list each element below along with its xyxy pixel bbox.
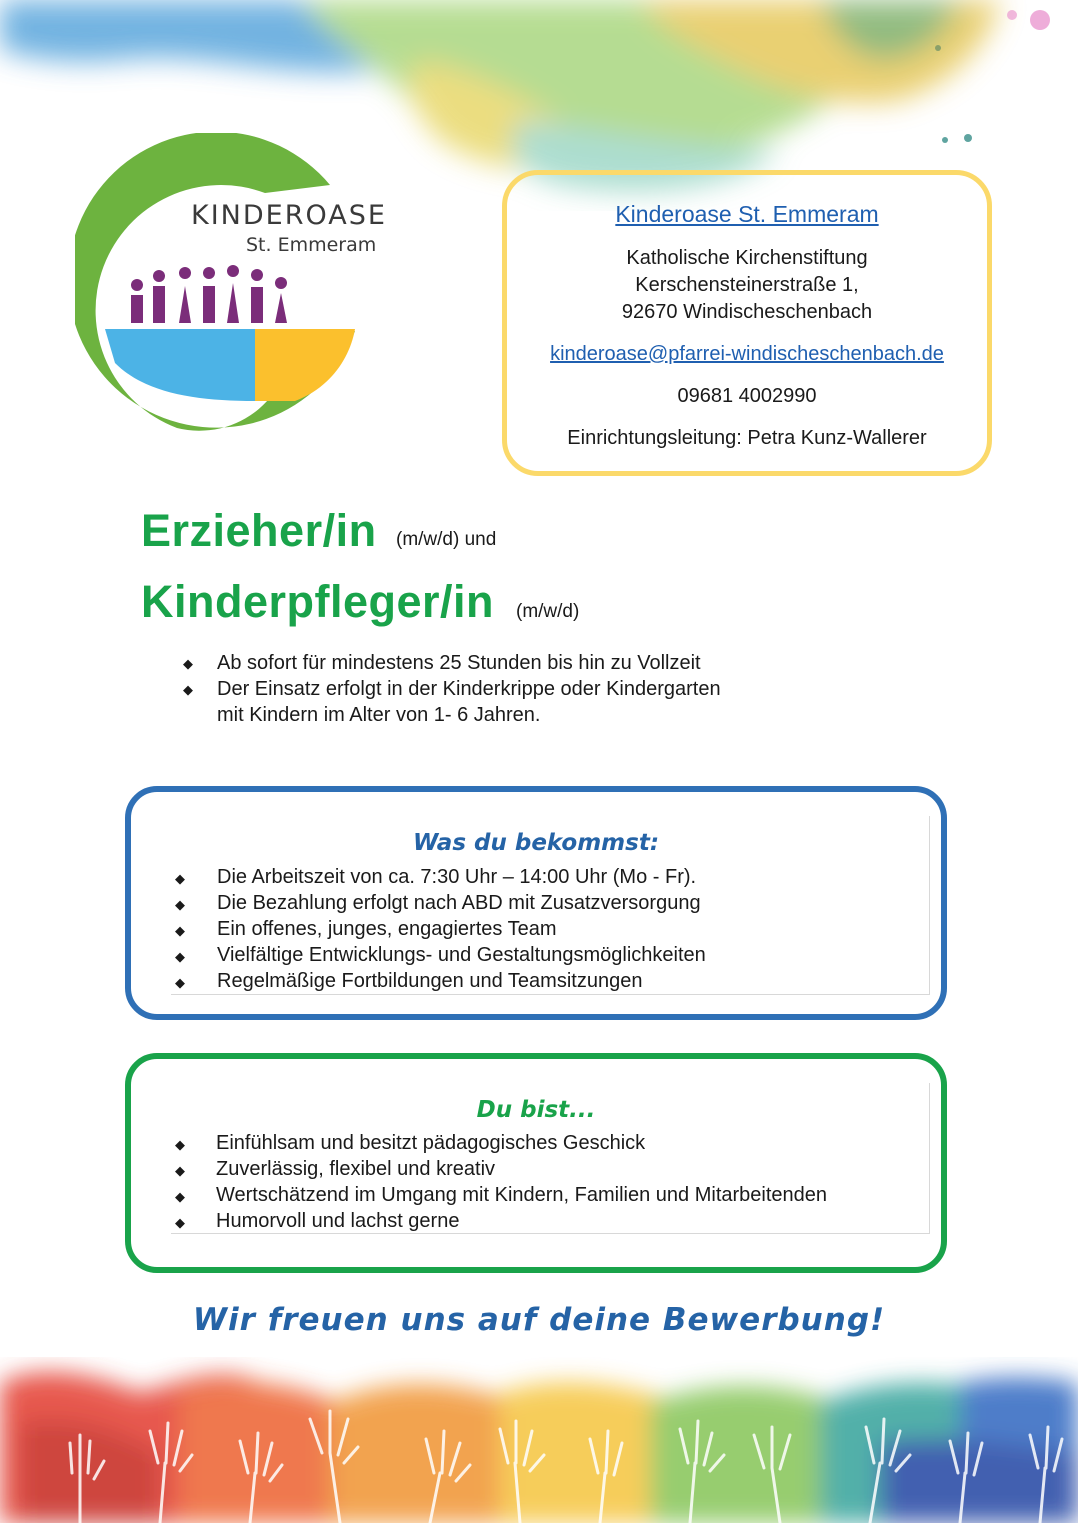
list-item: ◆ Zuverlässig, flexibel und kreativ bbox=[175, 1156, 827, 1182]
diamond-bullet-icon: ◆ bbox=[175, 923, 185, 938]
job-title-erzieher-suffix: (m/w/d) und bbox=[396, 529, 497, 550]
diamond-bullet-icon: ◆ bbox=[175, 1137, 185, 1152]
diamond-bullet-icon: ◆ bbox=[175, 1215, 185, 1230]
list-item: ◆ Humorvoll und lachst gerne bbox=[175, 1208, 827, 1234]
city-address: 92670 Windischeschenbach bbox=[621, 301, 873, 323]
list-item: ◆ Vielfältige Entwicklungs- und Gestaltungsmöglichkeiten bbox=[175, 942, 706, 968]
list-item: ◆ Die Bezahlung erfolgt nach ABD mit Zusatzversorgung bbox=[175, 890, 706, 916]
list-item: mit Kindern im Alter von 1- 6 Jahren. bbox=[217, 704, 541, 726]
watercolor-hands-decoration bbox=[0, 1323, 1078, 1523]
profile-list bbox=[175, 1130, 827, 1234]
diamond-bullet-icon: ◆ bbox=[175, 949, 185, 964]
facility-lead: Einrichtungsleitung: Petra Kunz-Wallerer bbox=[567, 427, 927, 449]
institution-link[interactable]: Kinderoase St. Emmeram bbox=[615, 201, 879, 227]
offer-box bbox=[125, 786, 947, 1020]
diamond-bullet-icon: ◆ bbox=[175, 897, 185, 912]
closing-call-to-action: Wir freuen uns auf deine Bewerbung! bbox=[192, 1302, 886, 1338]
phone-number: 09681 4002990 bbox=[677, 385, 817, 407]
diamond-bullet-icon: ◆ bbox=[183, 682, 193, 697]
diamond-bullet-icon: ◆ bbox=[175, 1189, 185, 1204]
diamond-bullet-icon: ◆ bbox=[175, 975, 185, 990]
job-title-kinderpfleger-suffix: (m/w/d) bbox=[516, 601, 580, 622]
list-item: ◆ Einfühlsam und besitzt pädagogisches Geschick bbox=[175, 1130, 827, 1156]
list-item: ◆ Die Arbeitszeit von ca. 7:30 Uhr – 14:00 Uhr (Mo - Fr). bbox=[175, 864, 706, 890]
kinderoase-logo bbox=[75, 133, 375, 445]
email-link[interactable]: kinderoase@pfarrei-windischeschenbach.de bbox=[550, 343, 944, 365]
intro-bullet-list bbox=[183, 650, 721, 728]
diamond-bullet-icon: ◆ bbox=[183, 656, 193, 671]
logo-subtitle: St. Emmeram bbox=[246, 234, 377, 256]
list-item: ◆ Ab sofort für mindestens 25 Stunden bis hin zu Vollzeit bbox=[183, 650, 721, 676]
job-title-kinderpfleger: Kinderpfleger/in bbox=[141, 576, 495, 627]
list-item: ◆ Wertschätzend im Umgang mit Kindern, Familien und Mitarbeitenden bbox=[175, 1182, 827, 1208]
street-address: Kerschensteinerstraße 1, bbox=[635, 274, 859, 296]
organization-name: Katholische Kirchenstiftung bbox=[626, 247, 868, 269]
contact-card bbox=[502, 170, 992, 476]
offer-list bbox=[175, 864, 706, 994]
diamond-bullet-icon: ◆ bbox=[175, 1163, 185, 1178]
diamond-bullet-icon: ◆ bbox=[175, 871, 185, 886]
list-item: ◆ Regelmäßige Fortbildungen und Teamsitzungen bbox=[175, 968, 706, 994]
logo-title: KINDEROASE bbox=[191, 200, 387, 231]
profile-title: Du bist... bbox=[476, 1097, 596, 1123]
list-item: ◆ Ein offenes, junges, engagiertes Team bbox=[175, 916, 706, 942]
profile-box bbox=[125, 1053, 947, 1273]
job-title-erzieher: Erzieher/in bbox=[141, 505, 377, 556]
list-item: ◆ Der Einsatz erfolgt in der Kinderkrippe oder Kindergarten bbox=[183, 676, 721, 702]
offer-title: Was du bekommst: bbox=[412, 830, 660, 856]
